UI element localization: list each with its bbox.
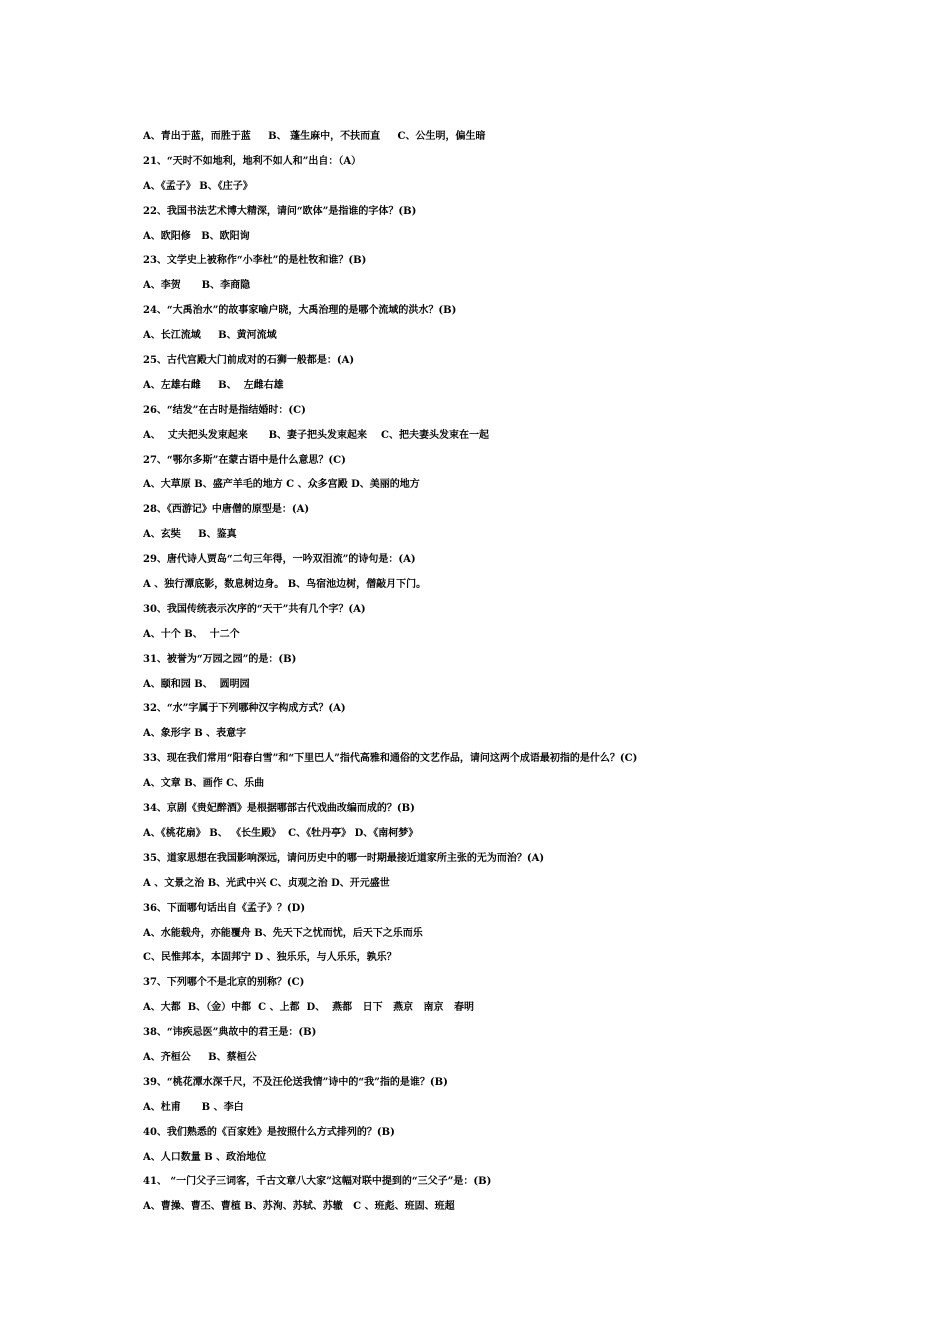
text-line: A、文章 B、画作 C、乐曲 xyxy=(143,778,265,790)
text-line: A、《桃花扇》 B、 《长生殿》 C、《牡丹亭》 D、《南柯梦》 xyxy=(143,827,419,839)
text-line: 28、《西游记》中唐僧的原型是：(A) xyxy=(143,504,310,516)
text-line: 22、我国书法艺术博大精深，请问“欧体”是指谁的字体？(B) xyxy=(143,205,417,217)
text-line: 35、道家思想在我国影响深远，请问历史中的哪一时期最接近道家所主张的无为而治？(A) xyxy=(143,852,545,864)
text-line: A、玄奘 B、鉴真 xyxy=(143,529,237,541)
quiz-lines xyxy=(143,127,903,1222)
text-line: 21、“天时不如地利，地利不如人和”出自：（A） xyxy=(143,155,362,167)
text-line: 31、被誉为“万园之园”的是：(B) xyxy=(143,653,297,665)
text-line: 36、下面哪句话出自《孟子》？(D) xyxy=(143,902,306,914)
text-line: 27、“鄂尔多斯”在蒙古语中是什么意思？(C) xyxy=(143,454,346,466)
text-line: 38、“讳疾忌医”典故中的君王是：(B) xyxy=(143,1027,317,1039)
text-line: 26、“结发”在古时是指结婚时：(C) xyxy=(143,404,306,416)
text-line: A 、独行潭底影，数息树边身。 B、鸟宿池边树，僧敲月下门。 xyxy=(143,579,427,591)
text-line: C、民惟邦本，本固邦宁 D 、独乐乐，与人乐乐，孰乐？ xyxy=(143,952,397,964)
text-line: A 、文景之治 B、光武中兴 C、贞观之治 D、开元盛世 xyxy=(143,877,390,889)
text-line: A、杜甫 B 、李白 xyxy=(143,1101,244,1113)
text-line: 41、 “一门父子三词客，千古文章八大家”这幅对联中提到的“三父子”是：(B) xyxy=(143,1176,492,1188)
text-line: A、青出于蓝，而胜于蓝 B、 蓬生麻中，不扶而直 C、公生明，偏生暗 xyxy=(143,131,486,142)
text-line: A、 丈夫把头发束起来 B、妻子把头发束起来 C、把夫妻头发束在一起 xyxy=(143,429,489,441)
text-line: 40、我们熟悉的《百家姓》是按照什么方式排列的？(B) xyxy=(143,1126,395,1138)
text-line: 29、唐代诗人贾岛“二句三年得，一吟双泪流”的诗句是：(A) xyxy=(143,554,416,566)
text-line: A、大都 B、（金）中都 C 、上都 D、 燕都 日下 燕京 南京 春明 xyxy=(143,1002,474,1014)
text-line: 30、我国传统表示次序的“天干”共有几个字？(A) xyxy=(143,603,366,615)
text-line: 33、现在我们常用“阳春白雪”和“下里巴人”指代高雅和通俗的文艺作品，请问这两个成语最初指的是什么？(C) xyxy=(143,753,638,765)
text-line: A、齐桓公 B、蔡桓公 xyxy=(143,1051,257,1063)
text-line: 32、“水”字属于下列哪种汉字构成方式？(A) xyxy=(143,703,346,715)
text-line: A、长江流域 B、黄河流域 xyxy=(143,330,277,342)
text-line: 37、下列哪个不是北京的别称？(C) xyxy=(143,977,305,989)
text-line: A、李贺 B、李商隐 xyxy=(143,280,251,292)
text-line: A、欧阳修 B、欧阳询 xyxy=(143,230,250,242)
text-line: 24、“大禹治水”的故事家喻户晓，大禹治理的是哪个流域的洪水？(B) xyxy=(143,305,457,317)
text-line: A、左雄右雌 B、 左雌右雄 xyxy=(143,379,284,391)
text-line: A、水能载舟，亦能覆舟 B、先天下之忧而忧，后天下之乐而乐 xyxy=(143,927,423,939)
text-line: 23、文学史上被称作“小李杜”的是杜牧和谁？(B) xyxy=(143,255,367,267)
text-line: A、大草原 B、盛产羊毛的地方 C 、众多宫殿 D、美丽的地方 xyxy=(143,479,420,491)
text-line: A、颐和园 B、 圆明园 xyxy=(143,678,250,690)
text-line: 25、古代宫殿大门前成对的石狮一般都是：(A) xyxy=(143,355,355,367)
text-line: A、人口数量 B 、政治地位 xyxy=(143,1151,267,1163)
text-line: A、曹操、曹丕、曹植 B、苏洵、苏轼、苏辙 C 、班彪、班固、班超 xyxy=(143,1201,455,1213)
text-line: 39、“桃花潭水深千尺，不及汪伦送我情”诗中的“我”指的是谁？(B) xyxy=(143,1076,448,1088)
text-line: 34、京剧《贵妃醉酒》是根据哪部古代戏曲改编而成的？(B) xyxy=(143,803,415,815)
text-line: A、十个 B、 十二个 xyxy=(143,628,240,640)
text-line: A、《孟子》 B、《庄子》 xyxy=(143,180,253,192)
text-line: A、象形字 B 、表意字 xyxy=(143,728,247,740)
